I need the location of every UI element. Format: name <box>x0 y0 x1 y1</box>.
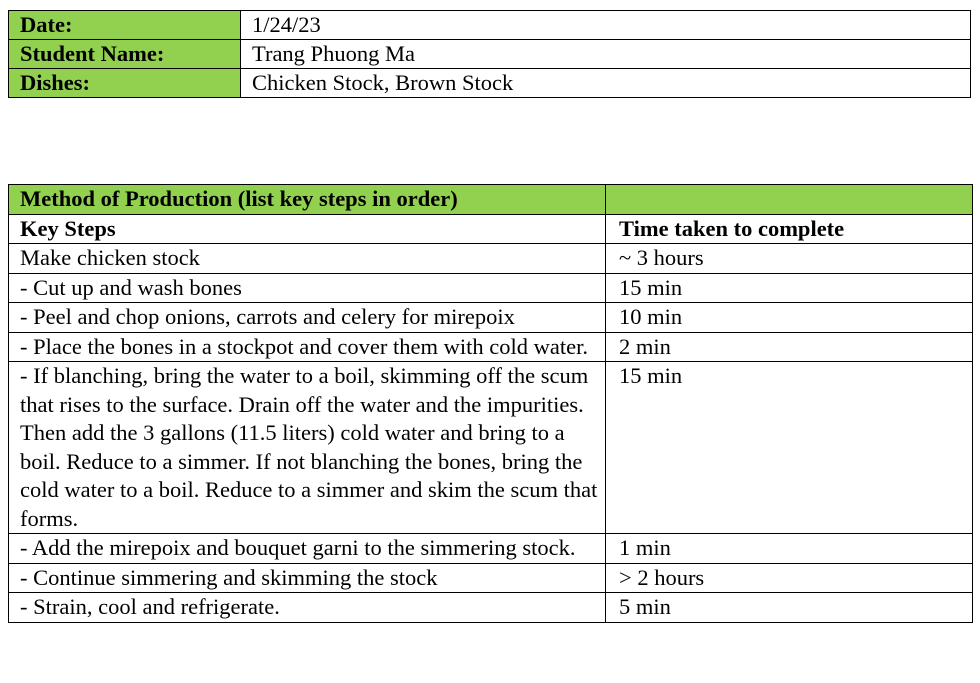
dishes-value: Chicken Stock, Brown Stock <box>241 69 971 98</box>
dishes-row <box>9 69 971 98</box>
header-info-table <box>8 10 971 98</box>
method-of-production-table <box>8 184 973 623</box>
step-text: - Place the bones in a stockpot and cover them with cold water. <box>9 332 606 362</box>
table-row <box>9 273 973 303</box>
table-row <box>9 563 973 593</box>
table-row <box>9 244 973 274</box>
method-column-headers <box>9 214 973 244</box>
date-row <box>9 11 971 40</box>
table-row <box>9 332 973 362</box>
step-text: - Peel and chop onions, carrots and celery for mirepoix <box>9 303 606 333</box>
step-time: 15 min <box>606 362 973 534</box>
step-time: 15 min <box>606 273 973 303</box>
step-text: Make chicken stock <box>9 244 606 274</box>
step-time: 2 min <box>606 332 973 362</box>
method-section-header <box>9 185 973 215</box>
step-time: 1 min <box>606 534 973 564</box>
step-text: - Strain, cool and refrigerate. <box>9 593 606 623</box>
table-row <box>9 593 973 623</box>
step-time: > 2 hours <box>606 563 973 593</box>
step-text: - Add the mirepoix and bouquet garni to the simmering stock. <box>9 534 606 564</box>
table-row <box>9 534 973 564</box>
time-taken-header: Time taken to complete <box>606 214 973 244</box>
step-time: ~ 3 hours <box>606 244 973 274</box>
step-text: - Continue simmering and skimming the stock <box>9 563 606 593</box>
key-steps-header: Key Steps <box>9 214 606 244</box>
step-time: 5 min <box>606 593 973 623</box>
method-section-title: Method of Production (list key steps in order) <box>9 185 606 215</box>
table-row <box>9 303 973 333</box>
method-section-title-right <box>606 185 973 215</box>
date-value: 1/24/23 <box>241 11 971 40</box>
step-text: - Cut up and wash bones <box>9 273 606 303</box>
dishes-label: Dishes: <box>9 69 241 98</box>
step-text: - If blanching, bring the water to a boil, skimming off the scum that rises to the surface. Drain off the water and the impurities. Then add the 3 gallons (11.5 liters) cold water and bring to a boil. Reduce to a simmer. If not blanching the bones, bring the cold water to a boil. Reduce to a simmer and skim the scum that forms. <box>9 362 606 534</box>
step-time: 10 min <box>606 303 973 333</box>
student-name-value: Trang Phuong Ma <box>241 40 971 69</box>
student-name-label: Student Name: <box>9 40 241 69</box>
student-name-row <box>9 40 971 69</box>
date-label: Date: <box>9 11 241 40</box>
table-row <box>9 362 973 534</box>
